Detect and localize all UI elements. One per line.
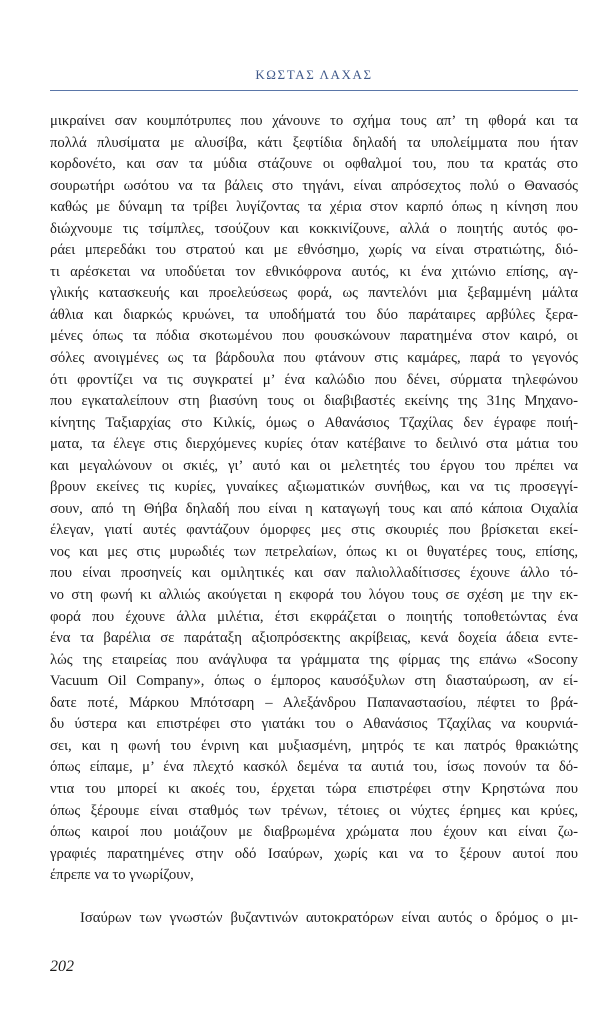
text-line: ματα, τα έλεγε στις διερχόμενες κυρίες όταν κατέβαινε το δειλινό στα μάτια του bbox=[50, 436, 578, 453]
text-line: μένες όπως τα πόδια σκοτωμένου που φουσκώνουν παρατημένα στον καιρό, οι bbox=[50, 328, 578, 345]
text-line: που είναι προσηνείς και ομιλητικές και σαν παλιολλαδίτισσες έχουνε άλλο τό- bbox=[50, 565, 578, 582]
text-line: ντια του μπορεί κι ακοές του, έρχεται τώρα επιστρέφει στην Κρηστώνα που bbox=[50, 780, 578, 797]
text-line: έπρεπε να το γνωρίζουν, bbox=[50, 867, 194, 884]
text-line: γλικής κατασκευής και προελεύσεως φορά, ως παντελόνι μια ξεβαμμένη μάλτα bbox=[50, 285, 578, 302]
text-line: νος και μες στις μυρωδιές των πετρελαίων, όπως κι οι θυγατέρες τους, επίσης, bbox=[50, 543, 578, 560]
text-line: όπως ξέρουμε είναι σταθμός των τρένων, τέτοιες οι νύχτες έρημες και κρύες, bbox=[50, 802, 578, 819]
text-line: δυ ύστερα και επιστρέφει στο γιατάκι του ο Αθανάσιος Τζαχίλας να κουρνιά- bbox=[50, 716, 578, 733]
text-line: όπως καιροί που μοιάζουν με διαβρωμένα χρώματα που έχουν και είναι ζω- bbox=[50, 824, 578, 841]
text-line: διώχνουμε τις τσίμπλες, τσούζουν και κοκκινίζουνε, αλλά ο ποιητής αυτός φο- bbox=[50, 220, 578, 237]
text-line: άθλια και διαρκώς κρυώνει, τα υποδήματά του δύο παράταιρες αρβύλες ξερα- bbox=[50, 306, 578, 323]
text-line: σουν, από τη Θήβα δηλαδή που είναι η καταγωγή τους και από κάποια Οιχαλία bbox=[50, 500, 578, 517]
paragraph bbox=[50, 111, 578, 887]
text-line: ράει μπερεδάκι του στρατού και με εθνόσημο, χωρίς να είναι στρατιώτης, διό- bbox=[50, 242, 578, 259]
text-line: μικραίνει σαν κουμπότρυπες που χάνουνε το σχήμα τους απ’ τη φθορά και τα bbox=[50, 113, 578, 129]
body-text bbox=[50, 111, 578, 930]
text-line: γραφιές παρατημένες στην οδό Ισαύρων, χωρίς και να το ξέρουν αυτοί που bbox=[50, 845, 578, 862]
text-line: καθώς με δύναμη τα τρίβει λυγίζοντας τα χέρια στον καρπό όπως η κίνηση που bbox=[50, 199, 578, 216]
text-line: έλεγαν, γιατί αυτές φαντάζουν όμορφες μες στις σκουριές που βρίσκεται εκεί- bbox=[50, 522, 578, 539]
text-line: πολλά πλυσίματα με αλυσίβα, κάτι ξεφτίδια δηλαδή τα υπολείμματα που ήταν bbox=[50, 134, 578, 151]
text-line: σόλες ανοιγμένες ως τα βάρδουλα που φτάνουν στις καμάρες, παρά το γεγονός bbox=[50, 350, 578, 367]
text-line: ένα τα βαρέλια σε παράταξη αξιοπρόσεκτης ακρίβειας, κενά δοχεία άδεια εντε- bbox=[50, 630, 578, 647]
text-line: βρουν εκείνες τις κυρίες, γυναίκες αξιωματικών συνήθως, και να τις προσεγγί- bbox=[50, 479, 578, 496]
header-rule bbox=[50, 90, 578, 91]
text-line: σουρωτήρι ωσότου να τα βάλεις στο τηγάνι, είναι απρόσεχτος πολύ ο Θανασός bbox=[50, 177, 578, 194]
text-line: κορδονέτο, και σαν τα μύδια στάζουνε οι οφθαλμοί του, που τα κρατάς στο bbox=[50, 156, 578, 173]
text-line: δατε ποτέ, Μάρκου Μπότσαρη – Αλεξάνδρου Παπαναστασίου, πέφτει το βρά- bbox=[50, 694, 578, 711]
text-line: Ισαύρων των γνωστών βυζαντινών αυτοκρατόρων είναι αυτός ο δρόμος ο μι- bbox=[80, 910, 578, 927]
text-line: τι αρέσκεται να υποδύεται τον εθνικόφρονα αυτός, κι ένα χιτώνιο επίσης, αγ- bbox=[50, 263, 578, 280]
text-line: κίνητης Ταξιαρχίας στο Κιλκίς, όμως ο Αθανάσιος Τζαχίλας δεν έγραφε ποιή- bbox=[50, 414, 578, 431]
text-line: όπως είπαμε, μ’ ένα πλεχτό κασκόλ δεμένα τα αυτιά του, ίσως πονούν τα δό- bbox=[50, 759, 578, 776]
running-head: ΚΩΣΤΑΣ ΛΑΧΑΣ bbox=[255, 67, 373, 82]
text-line: και μεγαλώνουν οι σκιές, γι’ αυτό και οι μελετητές του έργου του πρέπει να bbox=[50, 457, 578, 474]
text-line: Vacuum Oil Company», όπως ο έμπορος καυσόξυλων στη διασταύρωση, αν εί- bbox=[50, 673, 578, 690]
text-line: φορά που έχουνε άλλα μιλέτια, έτσι εκφράζεται ο ποιητής τοποθετώντας ένα bbox=[50, 608, 578, 625]
text-line: που εγκαταλείπουν στη βιασύνη τους οι διαβιβαστές εκείνης της 31ης Μηχανο- bbox=[50, 393, 578, 410]
page-number: 202 bbox=[50, 958, 74, 975]
text-line: ότι φροντίζει να τις συγκρατεί μ’ ένα καλώδιο που δένει, σύρματα τηλεφώνου bbox=[50, 371, 578, 388]
text-line: σει, και η φωνή του ένρινη και μυξιασμένη, μητρός τε και πατρός θρακιώτης bbox=[50, 737, 578, 754]
paragraph bbox=[50, 908, 578, 930]
text-line: νο στη φωνή κι αλλιώς ακούγεται η εκφορά του λόγου τους σε σχέση με την εκ- bbox=[50, 587, 578, 604]
text-line: λώς της εταιρείας που ανάγλυφα τα γράμματα της φίρμας της επάνω «Socony bbox=[50, 651, 578, 668]
